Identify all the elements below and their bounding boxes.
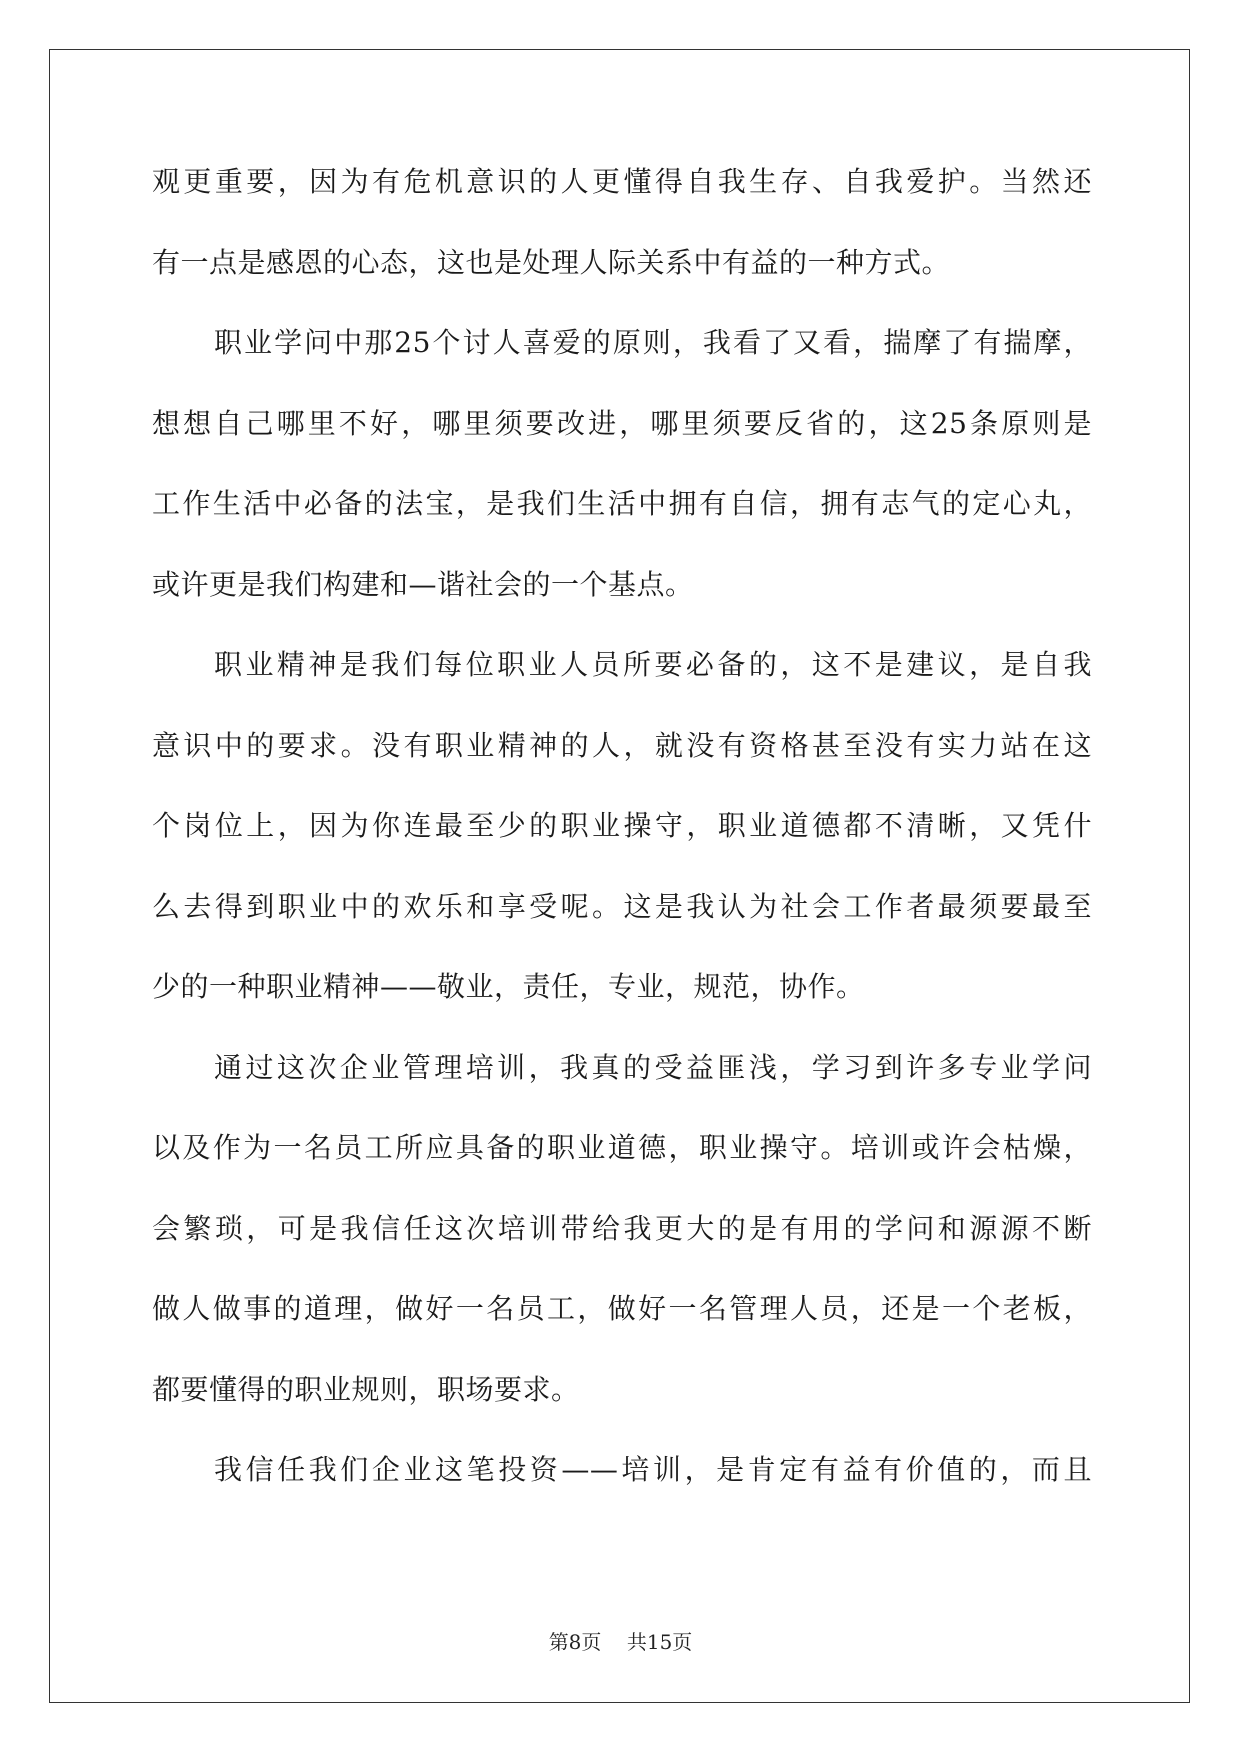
- text-line: 有一点是感恩的心态，这也是处理人际关系中有益的一种方式。: [152, 245, 951, 279]
- page-number-footer: 第8页 共15页: [548, 1630, 693, 1654]
- text-line: 观更重要，因为有危机意识的人更懂得自我生存、自我爱护。当然还: [152, 165, 1092, 198]
- text-line: 以及作为一名员工所应具备的职业道德，职业操守。培训或许会枯燥，: [152, 1131, 1092, 1164]
- text-line: 少的一种职业精神——敬业，责任，专业，规范，协作。: [152, 970, 865, 1003]
- text-line: 职业精神是我们每位职业人员所要必备的，这不是建议，是自我: [214, 648, 1092, 681]
- text-line: 意识中的要求。没有职业精神的人，就没有资格甚至没有实力站在这: [152, 728, 1092, 762]
- text-line: 工作生活中必备的法宝，是我们生活中拥有自信，拥有志气的定心丸，: [152, 487, 1092, 520]
- text-line: 做人做事的道理，做好一名员工，做好一名管理人员，还是一个老板，: [152, 1292, 1092, 1325]
- text-line: 或许更是我们构建和—谐社会的一个基点。: [152, 567, 694, 601]
- text-line: 我信任我们企业这笔投资——培训，是肯定有益有价值的，而且: [214, 1453, 1092, 1486]
- text-line: 都要懂得的职业规则，职场要求。: [152, 1372, 580, 1406]
- text-line: 通过这次企业管理培训，我真的受益匪浅，学习到许多专业学问: [214, 1050, 1092, 1084]
- text-line: 职业学问中那25个讨人喜爱的原则，我看了又看，揣摩了有揣摩，: [214, 326, 1092, 359]
- text-line: 想想自己哪里不好，哪里须要改进，哪里须要反省的，这25条原则是: [152, 406, 1092, 440]
- text-line: 会繁琐，可是我信任这次培训带给我更大的是有用的学问和源源不断: [152, 1211, 1092, 1245]
- text-line: 个岗位上，因为你连最至少的职业操守，职业道德都不清晰，又凭什: [152, 809, 1092, 842]
- document-body: [152, 164, 1092, 1533]
- text-line: 么去得到职业中的欢乐和享受呢。这是我认为社会工作者最须要最至: [152, 889, 1092, 923]
